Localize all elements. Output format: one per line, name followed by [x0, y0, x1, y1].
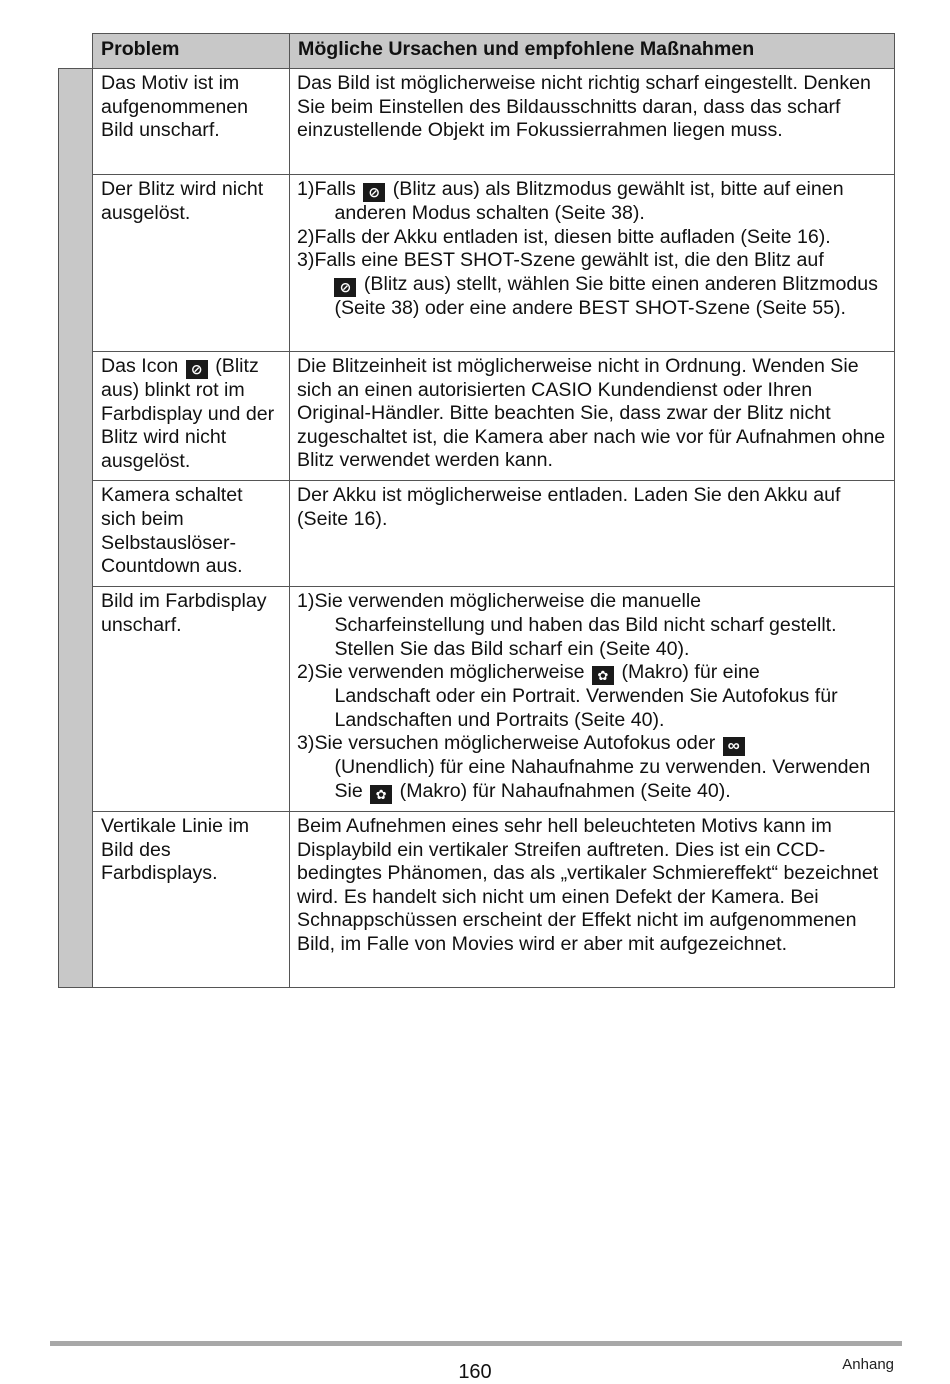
solution-cell: Beim Aufnehmen eines sehr hell beleuchteten Motivs kann im Displaybild ein vertikaler Streifen auftreten. Dies ist ein CCD-bedingtes Phänomen, das als „vertikaler Schmiereffekt“ bezeichnet wird. Es handelt sich nicht um einen Defekt der Kamera. Bei Schnappschüssen erscheint der Effekt nicht im aufgenommenen Bild, im Falle von Movies wird er aber mit aufgezeichnet.	[290, 811, 895, 987]
list-item: 3) Falls eine BEST SHOT-Szene gewählt ist, die den Blitz auf ⊘ (Blitz aus) stellt, wählen Sie bitte einen anderen Blitzmodus (Seite 38) oder eine andere BEST SHOT-Szene (Seite 55).	[297, 249, 878, 319]
flash-off-icon: ⊘	[334, 278, 356, 297]
page-number: 160	[458, 1361, 492, 1383]
infinity-icon: ∞	[723, 737, 745, 756]
problem-cell: Kamera schaltet sich beim Selbstauslöser-Countdown aus.	[93, 481, 290, 587]
flash-off-icon: ⊘	[186, 360, 208, 379]
problem-cell: Das Icon ⊘ (Blitz aus) blinkt rot im Farbdisplay und der Blitz wird nicht ausgelöst.	[93, 352, 290, 481]
table-row	[59, 811, 895, 987]
problem-cell: Das Motiv ist im aufgenommenen Bild unscharf.	[93, 69, 290, 175]
section-side-bar	[59, 69, 93, 988]
solution-cell: Die Blitzeinheit ist möglicherweise nicht in Ordnung. Wenden Sie sich an einen autorisierten CASIO Kundendienst oder Ihren Original-Händler. Bitte beachten Sie, dass zwar der Blitz nicht zugeschaltet ist, die Kamera aber nach wie vor für Aufnahmen ohne Blitz verwendet werden kann.	[290, 352, 895, 481]
table-row	[59, 481, 895, 587]
side-blank	[59, 34, 93, 69]
solution-cell	[290, 587, 895, 812]
problem-cell: Vertikale Linie im Bild des Farbdisplays.	[93, 811, 290, 987]
table-row	[59, 587, 895, 812]
header-problem: Problem	[93, 34, 290, 69]
list-item: 2) Falls der Akku entladen ist, diesen bitte aufladen (Seite 16).	[297, 225, 831, 248]
macro-icon: ✿	[370, 785, 392, 804]
section-label: Anhang	[842, 1356, 894, 1373]
table-header-row	[59, 34, 895, 69]
flash-off-icon: ⊘	[363, 183, 385, 202]
table-row	[59, 352, 895, 481]
header-solution: Mögliche Ursachen und empfohlene Maßnahmen	[290, 34, 895, 69]
solution-cell	[290, 175, 895, 352]
list-item: 2) Sie verwenden möglicherweise ✿ (Makro) für eine Landschaft oder ein Portrait. Verwenden Sie Autofokus für Landschaften und Portraits (Seite 40).	[297, 661, 838, 731]
list-item: 3) Sie versuchen möglicherweise Autofokus oder ∞ (Unendlich) für eine Nahaufnahme zu verwenden. Verwenden Sie ✿ (Makro) für Nahaufnahmen (Seite 40).	[297, 732, 871, 802]
macro-icon: ✿	[592, 666, 614, 685]
table-row	[59, 69, 895, 175]
problem-cell: Der Blitz wird nicht ausgelöst.	[93, 175, 290, 352]
solution-cell: Der Akku ist möglicherweise entladen. Laden Sie den Akku auf (Seite 16).	[290, 481, 895, 587]
solution-cell: Das Bild ist möglicherweise nicht richtig scharf eingestellt. Denken Sie beim Einstellen des Bildausschnitts daran, dass das scharf einzustellende Objekt im Fokussierrahmen liegen muss.	[290, 69, 895, 175]
problem-cell: Bild im Farbdisplay unscharf.	[93, 587, 290, 812]
list-item: 1) Sie verwenden möglicherweise die manuelle Scharfeinstellung und haben das Bild nicht scharf gestellt. Stellen Sie das Bild scharf ein (Seite 40).	[297, 590, 837, 660]
footer-divider	[50, 1341, 902, 1346]
troubleshooting-table	[58, 33, 895, 988]
list-item: 1) Falls ⊘ (Blitz aus) als Blitzmodus gewählt ist, bitte auf einen anderen Modus schalten (Seite 38).	[297, 178, 844, 224]
table-row	[59, 175, 895, 352]
